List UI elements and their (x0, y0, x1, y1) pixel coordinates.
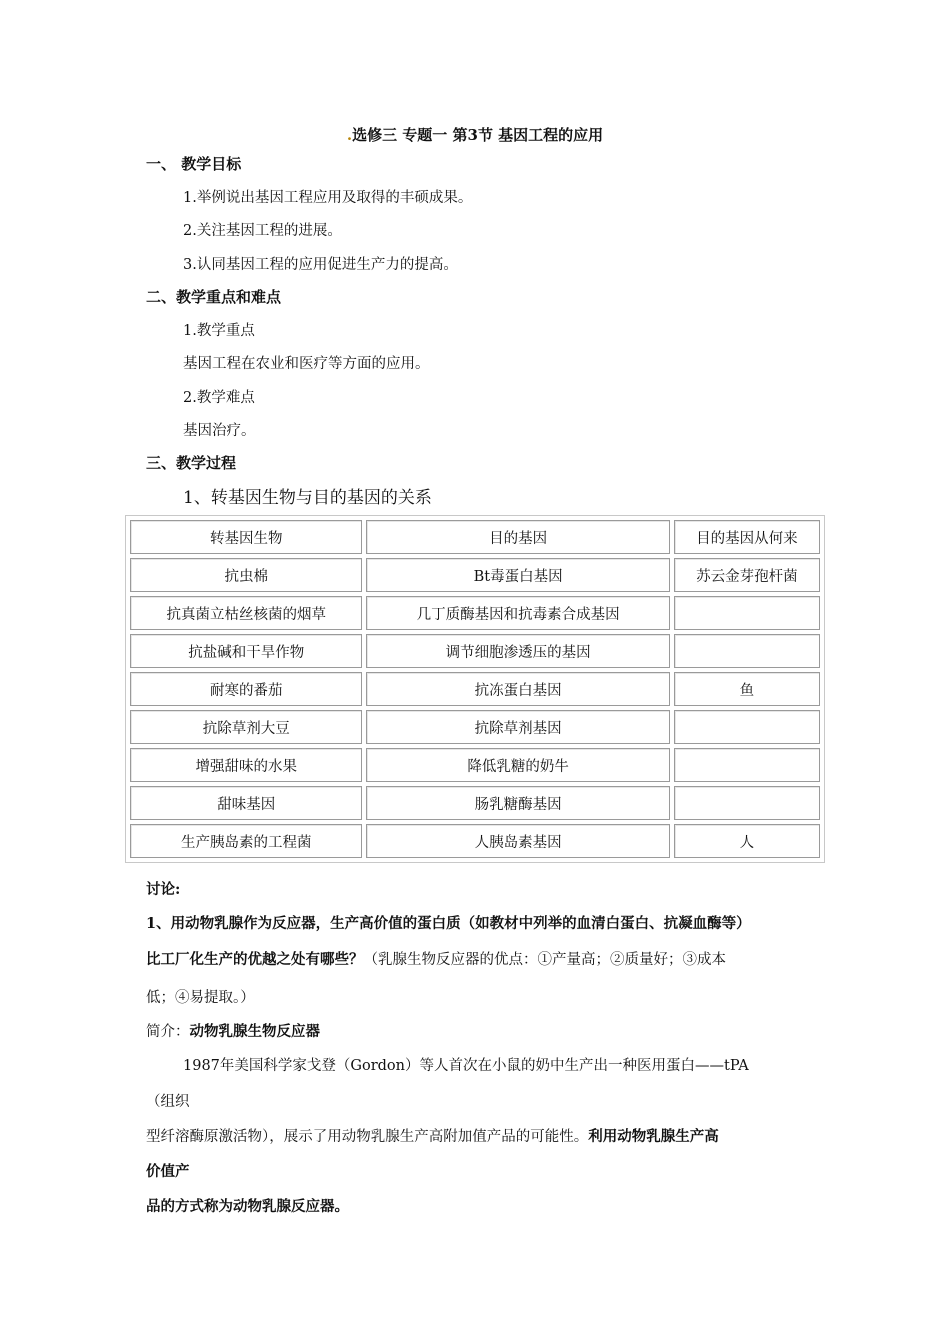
header-cell: 转基因生物 (130, 520, 362, 554)
table-cell: 甜味基因 (130, 786, 362, 820)
discussion-label: 讨论: (146, 881, 181, 898)
question-1-line-3: 低；④易提取。） (146, 990, 255, 1006)
gene-table (125, 515, 825, 863)
question-1-answer: （乳腺生物反应器的优点：①产量高；②质量好；③成本 (363, 952, 726, 968)
goal-item-1: 1.举例说出基因工程应用及取得的丰硕成果。 (183, 190, 473, 206)
paragraph-line-1: 1987年美国科学家戈登（Gordon）等人首次在小鼠的奶中生产出一种医用蛋白——tPA (183, 1058, 749, 1074)
table-cell (674, 786, 820, 820)
table-cell (674, 748, 820, 782)
table-cell: 鱼 (674, 672, 820, 706)
question-1-line-1: 1、用动物乳腺作为反应器，生产高价值的蛋白质（如教材中列举的血清白蛋白、抗凝血酶等） (146, 915, 751, 932)
paragraph-line-4: 价值产 (146, 1163, 190, 1180)
table-cell: 抗盐碱和干旱作物 (130, 634, 362, 668)
table-cell: 抗冻蛋白基因 (366, 672, 669, 706)
table-cell: 增强甜味的水果 (130, 748, 362, 782)
table-cell: 生产胰岛素的工程菌 (130, 824, 362, 858)
paragraph-line-2: （组织 (146, 1094, 190, 1110)
anchor-mark: . (346, 126, 353, 144)
table-header-row (130, 520, 820, 554)
key-text: 基因工程在农业和医疗等方面的应用。 (183, 356, 430, 372)
table-cell: 苏云金芽孢杆菌 (674, 558, 820, 592)
table-cell: 抗除草剂大豆 (130, 710, 362, 744)
paragraph-line-3-normal: 型纤溶酶原激活物），展示了用动物乳腺生产高附加值产品的可能性。 (146, 1129, 589, 1145)
paragraph-line-3 (146, 1125, 719, 1146)
table-cell: 调节细胞渗透压的基因 (366, 634, 669, 668)
table-cell: 人 (674, 824, 820, 858)
paragraph-line-3-bold: 利用动物乳腺生产高 (588, 1128, 719, 1145)
header-cell: 目的基因 (366, 520, 669, 554)
table-cell (674, 596, 820, 630)
difficulty-label: 2.教学难点 (183, 390, 255, 406)
table-cell: 降低乳糖的奶牛 (366, 748, 669, 782)
table-cell: 肠乳糖酶基因 (366, 786, 669, 820)
table-cell: 抗除草剂基因 (366, 710, 669, 744)
table-cell: 耐寒的番茄 (130, 672, 362, 706)
section3-subheading: 1、转基因生物与目的基因的关系 (183, 488, 432, 508)
table-row (130, 634, 820, 668)
title-text: 选修三 专题一 第3节 基因工程的应用 (352, 126, 604, 144)
intro-line (146, 1020, 320, 1041)
table-row (130, 824, 820, 858)
section3-heading: 三、教学过程 (146, 454, 237, 472)
difficulty-text: 基因治疗。 (183, 423, 256, 439)
table-cell: 人胰岛素基因 (366, 824, 669, 858)
table-cell: 几丁质酶基因和抗毒素合成基因 (366, 596, 669, 630)
section1-heading: 一、 教学目标 (146, 155, 242, 173)
table-cell (674, 710, 820, 744)
page-title (0, 124, 950, 145)
table-cell: 抗虫棉 (130, 558, 362, 592)
table-row (130, 596, 820, 630)
intro-title: 动物乳腺生物反应器 (189, 1023, 320, 1040)
question-1-bold: 比工厂化生产的优越之处有哪些？ (146, 951, 364, 968)
question-1-line-2 (146, 948, 726, 969)
table-row (130, 786, 820, 820)
key-label: 1.教学重点 (183, 323, 255, 339)
header-cell: 目的基因从何来 (674, 520, 820, 554)
table-cell: Bt毒蛋白基因 (366, 558, 669, 592)
table-row (130, 558, 820, 592)
section2-heading: 二、教学重点和难点 (146, 288, 282, 306)
goal-item-2: 2.关注基因工程的进展。 (183, 223, 342, 239)
table-cell (674, 634, 820, 668)
table-cell: 抗真菌立枯丝核菌的烟草 (130, 596, 362, 630)
table-row (130, 672, 820, 706)
table-row (130, 710, 820, 744)
intro-label: 简介： (146, 1024, 190, 1040)
goal-item-3: 3.认同基因工程的应用促进生产力的提高。 (183, 257, 458, 273)
paragraph-line-5: 品的方式称为动物乳腺反应器。 (146, 1198, 349, 1215)
table-row (130, 748, 820, 782)
